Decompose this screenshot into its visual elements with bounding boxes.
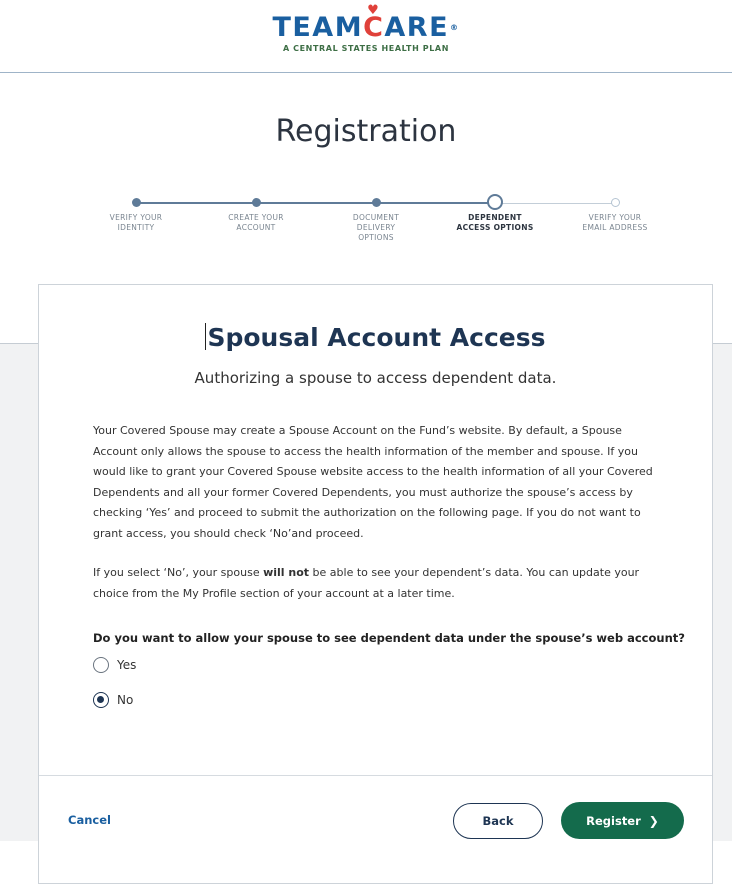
register-button[interactable]: Register ❯ <box>561 802 684 839</box>
step-complete-dot <box>372 198 381 207</box>
step-upcoming-dot <box>611 198 620 207</box>
step-verify-identity <box>86 190 186 233</box>
step-label: CREATE YOUR ACCOUNT <box>228 213 284 232</box>
step-label: VERIFY YOUR EMAIL ADDRESS <box>582 213 648 232</box>
radio-label-yes[interactable]: Yes <box>117 658 137 672</box>
logo-wordmark: TEAM♥ CARE® <box>0 14 732 42</box>
step-complete-dot <box>252 198 261 207</box>
radio-no[interactable] <box>93 692 109 708</box>
radio-option-yes[interactable] <box>93 656 136 674</box>
cancel-link[interactable]: Cancel <box>68 813 111 827</box>
step-dependent-access <box>445 190 545 233</box>
radio-option-no[interactable] <box>93 691 133 709</box>
logo-tagline: A CENTRAL STATES HEALTH PLAN <box>282 44 450 53</box>
spouse-account-explanation: Your Covered Spouse may create a Spouse Account on the Fund’s website. By default, a Spouse Account only allows the spouse to access the health information of the member and spouse. If you would like to grant your Covered Spouse website access to the health information of all your Covered Dependents and all your former Covered Dependents, you must authorize the spouse’s access by checking ‘Yes’ and proceed to submit the authorization on the following page. If you do not want to grant access, you should check ‘No’and proceed. <box>93 424 653 540</box>
progress-line-complete <box>136 202 495 204</box>
no-selection-note: If you select ‘No’, your spouse will not be able to see your dependent’s data. You can update your choice from the My Profile section of your account at a later time. <box>93 566 640 600</box>
step-label: VERIFY YOUR IDENTITY <box>109 213 163 232</box>
step-create-account <box>206 190 306 233</box>
card-subtitle: Authorizing a spouse to access dependent data. <box>194 369 557 387</box>
teamcare-logo[interactable] <box>0 14 732 53</box>
page-title: Registration <box>275 114 457 149</box>
access-question: Do you want to allow your spouse to see dependent data under the spouse’s web account? <box>93 631 685 645</box>
heart-icon: ♥ C <box>363 14 384 42</box>
back-button[interactable]: Back <box>453 803 543 839</box>
step-document-delivery <box>326 190 426 243</box>
chevron-right-icon: ❯ <box>648 813 659 828</box>
spousal-access-card <box>38 284 713 884</box>
step-verify-email <box>565 190 665 233</box>
registered-mark: ® <box>450 23 460 32</box>
step-current-dot <box>487 194 503 210</box>
step-complete-dot <box>132 198 141 207</box>
step-label: DOCUMENT DELIVERY OPTIONS <box>352 213 400 242</box>
site-header <box>0 0 732 73</box>
radio-yes[interactable] <box>93 657 109 673</box>
card-divider <box>39 775 712 776</box>
card-title: Spousal Account Access <box>207 323 546 352</box>
radio-label-no[interactable]: No <box>117 693 134 707</box>
registration-progress-stepper <box>0 190 732 260</box>
step-label: DEPENDENT ACCESS OPTIONS <box>456 213 534 232</box>
